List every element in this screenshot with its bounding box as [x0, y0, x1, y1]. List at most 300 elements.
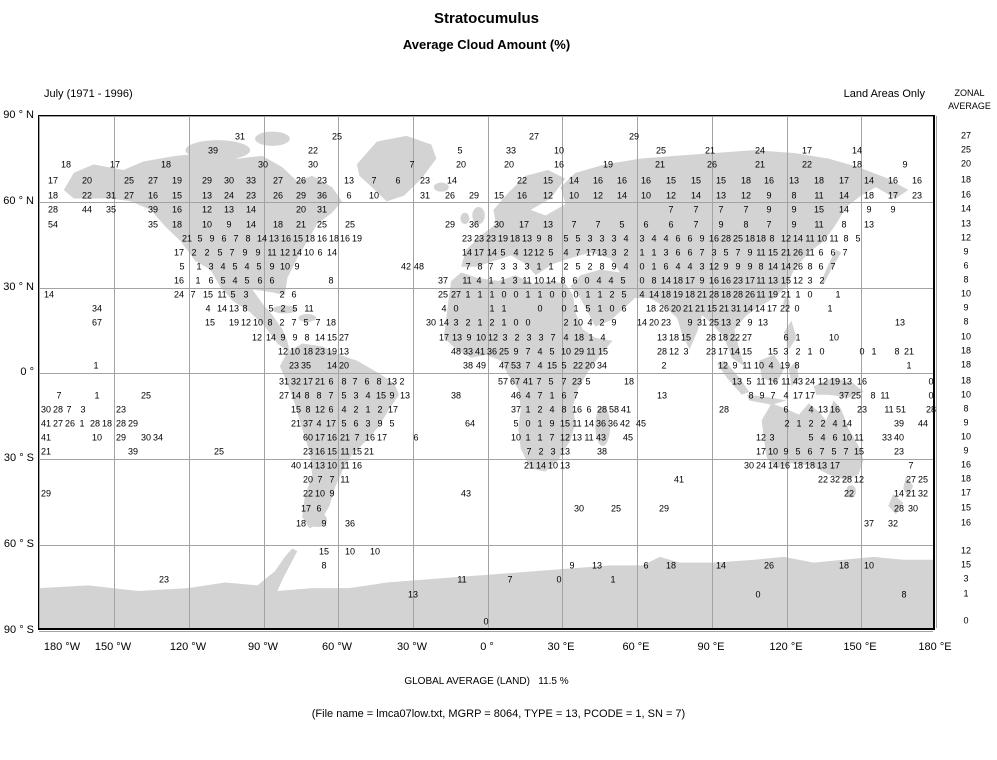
cloud-amount-value: 14 — [291, 247, 303, 258]
zonal-average-value: 10 — [960, 288, 972, 299]
cloud-amount-value: 17 — [47, 175, 59, 186]
cloud-amount-value: 2 — [563, 317, 569, 328]
cloud-amount-value: 5 — [220, 275, 226, 286]
cloud-amount-value: 11 — [781, 376, 791, 387]
cloud-amount-value: 1 — [548, 261, 554, 272]
cloud-amount-value: 43 — [460, 488, 472, 499]
cloud-amount-value: 1 — [465, 289, 471, 300]
lat-axis-label: 60 ° S — [3, 538, 34, 550]
cloud-amount-value: 14 — [838, 204, 850, 215]
cloud-amount-value: 14 — [660, 275, 672, 286]
cloud-amount-value: 6 — [269, 275, 275, 286]
cloud-amount-value: 17 — [173, 247, 185, 258]
cloud-amount-value: 8 — [769, 233, 775, 244]
grid-line-horizontal — [39, 202, 933, 203]
cloud-amount-value: 26 — [295, 175, 307, 186]
cloud-amount-value: 13 — [407, 589, 419, 600]
cloud-amount-value: 16 — [147, 190, 159, 201]
cloud-amount-value: 11 — [340, 460, 350, 471]
cloud-amount-value: 27 — [741, 332, 753, 343]
cloud-amount-value: 7 — [233, 233, 239, 244]
cloud-amount-value: 17 — [829, 460, 841, 471]
cloud-amount-value: 11 — [854, 432, 864, 443]
cloud-amount-value: 16 — [640, 175, 652, 186]
cloud-amount-value: 4 — [820, 432, 826, 443]
cloud-amount-value: 9 — [321, 518, 327, 529]
cloud-amount-value: 10 — [560, 346, 572, 357]
cloud-amount-value: 18 — [804, 460, 816, 471]
cloud-amount-value: 10 — [640, 190, 652, 201]
cloud-amount-value: 6 — [561, 390, 567, 401]
cloud-amount-value: 25 — [344, 219, 356, 230]
cloud-amount-value: 13 — [841, 376, 853, 387]
cloud-amount-value: 7 — [549, 432, 555, 443]
cloud-amount-value: 4 — [205, 303, 211, 314]
cloud-amount-value: 0 — [561, 303, 567, 314]
cloud-amount-value: 4 — [768, 360, 774, 371]
cloud-amount-value: 28 — [596, 404, 608, 415]
cloud-amount-value: 5 — [563, 233, 569, 244]
cloud-amount-value: 10 — [344, 546, 356, 557]
cloud-amount-value: 16 — [829, 404, 841, 415]
cloud-amount-value: 7 — [352, 376, 358, 387]
cloud-amount-value: 7 — [409, 159, 415, 170]
cloud-amount-value: 28 — [115, 418, 127, 429]
cloud-amount-value: 12 — [251, 332, 263, 343]
cloud-amount-value: 3 — [365, 418, 371, 429]
cloud-amount-value: 42 — [619, 418, 631, 429]
cloud-amount-value: 21 — [295, 219, 307, 230]
cloud-amount-value: 14 — [256, 233, 268, 244]
lat-axis-label: 90 ° S — [3, 624, 34, 636]
cloud-amount-value: 33 — [881, 432, 893, 443]
cloud-amount-value: 13 — [863, 219, 875, 230]
cloud-amount-value: 9 — [329, 488, 335, 499]
zonal-average-value: 13 — [960, 218, 972, 229]
cloud-amount-value: 9 — [687, 317, 693, 328]
cloud-amount-value: 4 — [587, 317, 593, 328]
cloud-amount-value: 16 — [708, 275, 720, 286]
cloud-amount-value: 3 — [538, 332, 544, 343]
cloud-amount-value: 2 — [599, 317, 605, 328]
cloud-amount-value: 14 — [568, 175, 580, 186]
cloud-amount-value: 9 — [747, 247, 753, 258]
cloud-amount-value: 12 — [201, 204, 213, 215]
cloud-amount-value: 7 — [830, 261, 836, 272]
cloud-amount-value: 26 — [792, 261, 804, 272]
cloud-amount-value: 53 — [510, 360, 522, 371]
cloud-amount-value: 1 — [573, 303, 579, 314]
cloud-amount-value: 1 — [489, 303, 495, 314]
cloud-amount-value: 30 — [907, 503, 919, 514]
cloud-amount-value: 5 — [230, 289, 236, 300]
cloud-amount-value: 38 — [450, 390, 462, 401]
cloud-amount-value: 0 — [513, 289, 519, 300]
cloud-amount-value: 5 — [746, 376, 752, 387]
lon-axis-label: 90 °E — [697, 641, 725, 653]
cloud-amount-value: 10 — [767, 446, 779, 457]
zonal-average-value: 14 — [960, 203, 972, 214]
cloud-amount-value: 0 — [561, 289, 567, 300]
cloud-amount-value: 6 — [621, 303, 627, 314]
cloud-amount-value: 7 — [699, 247, 705, 258]
cloud-amount-value: 12 — [314, 404, 326, 415]
cloud-amount-value: 14 — [216, 303, 228, 314]
cloud-amount-value: 18 — [744, 233, 756, 244]
cloud-amount-value: 6 — [413, 432, 419, 443]
cloud-amount-value: 13 — [542, 219, 554, 230]
lon-axis-label: 180 °W — [43, 641, 81, 653]
cloud-amount-value: 14 — [265, 332, 277, 343]
cloud-amount-value: 15 — [741, 346, 753, 357]
cloud-amount-value: 16 — [708, 233, 720, 244]
cloud-amount-value: 23 — [485, 233, 497, 244]
cloud-amount-value: 20 — [648, 317, 660, 328]
cloud-amount-value: 6 — [221, 233, 227, 244]
cloud-amount-value: 0 — [609, 303, 615, 314]
cloud-amount-value: 21 — [754, 159, 766, 170]
zonal-average-value: 16 — [960, 189, 972, 200]
cloud-amount-value: 9 — [611, 317, 617, 328]
cloud-amount-value: 11 — [756, 376, 766, 387]
cloud-amount-value: 5 — [549, 346, 555, 357]
cloud-amount-value: 22 — [729, 332, 741, 343]
cloud-amount-value: 13 — [314, 460, 326, 471]
cloud-amount-value: 1 — [525, 289, 531, 300]
cloud-amount-value: 34 — [91, 303, 103, 314]
cloud-amount-value: 2 — [587, 261, 593, 272]
cloud-amount-value: 20 — [455, 159, 467, 170]
cloud-amount-value: 30 — [140, 432, 152, 443]
cloud-amount-value: 0 — [453, 303, 459, 314]
cloud-amount-value: 14 — [767, 261, 779, 272]
cloud-amount-value: 6 — [316, 503, 322, 514]
cloud-amount-value: 27 — [905, 474, 917, 485]
global-average-label: GLOBAL AVERAGE (LAND) 11.5 % — [404, 676, 569, 687]
cloud-amount-value: 8 — [242, 303, 248, 314]
lat-axis-label: 60 ° N — [3, 195, 34, 207]
cloud-amount-value: 23 — [893, 446, 905, 457]
cloud-amount-value: 28 — [708, 289, 720, 300]
cloud-amount-value: 17 — [376, 432, 388, 443]
cloud-amount-value: 0 — [483, 616, 489, 627]
cloud-amount-value: 5 — [808, 432, 814, 443]
cloud-amount-value: 16 — [364, 432, 376, 443]
cloud-amount-value: 1 — [196, 261, 202, 272]
grid-line-horizontal — [39, 631, 933, 632]
cloud-amount-value: 1 — [651, 247, 657, 258]
cloud-amount-value: 4 — [476, 275, 482, 286]
cloud-amount-value: 7 — [328, 390, 334, 401]
cloud-amount-value: 23 — [660, 317, 672, 328]
cloud-amount-value: 9 — [389, 390, 395, 401]
zonal-average-value: 8 — [963, 274, 969, 285]
zonal-average-value: 3 — [963, 573, 969, 584]
cloud-amount-value: 28 — [718, 404, 730, 415]
cloud-amount-value: 1 — [639, 247, 645, 258]
cloud-amount-value: 29 — [127, 418, 139, 429]
cloud-amount-value: 29 — [201, 175, 213, 186]
cloud-amount-value: 15 — [204, 317, 216, 328]
cloud-amount-value: 6 — [687, 233, 693, 244]
cloud-amount-value: 13 — [386, 376, 398, 387]
cloud-amount-value: 16 — [763, 175, 775, 186]
cloud-amount-value: 23 — [115, 404, 127, 415]
cloud-amount-value: 8 — [870, 390, 876, 401]
cloud-amount-value: 6 — [783, 332, 789, 343]
grid-line-vertical — [338, 116, 339, 628]
cloud-amount-value: 26 — [64, 418, 76, 429]
cloud-amount-value: 18 — [755, 233, 767, 244]
cloud-amount-value: 3 — [353, 390, 359, 401]
cloud-amount-value: 17 — [585, 247, 597, 258]
cloud-amount-value: 7 — [536, 376, 542, 387]
cloud-amount-value: 14 — [780, 261, 792, 272]
cloud-amount-value: 24 — [804, 376, 816, 387]
cloud-amount-value: 13 — [343, 175, 355, 186]
cloud-amount-value: 17 — [314, 432, 326, 443]
cloud-amount-value: 9 — [747, 261, 753, 272]
cloud-amount-value: 18 — [623, 376, 635, 387]
cloud-amount-value: 28 — [52, 404, 64, 415]
cloud-amount-value: 4 — [651, 233, 657, 244]
cloud-amount-value: 5 — [620, 275, 626, 286]
cloud-amount-value: 7 — [190, 289, 196, 300]
cloud-amount-value: 48 — [413, 261, 425, 272]
cloud-amount-value: 11 — [340, 446, 350, 457]
cloud-amount-value: 23 — [911, 190, 923, 201]
cloud-amount-value: 41 — [620, 404, 632, 415]
cloud-amount-value: 41 — [474, 346, 486, 357]
cloud-amount-value: 5 — [561, 360, 567, 371]
zonal-average-value: 27 — [960, 130, 972, 141]
cloud-amount-value: 18 — [272, 219, 284, 230]
cloud-amount-value: 3 — [512, 275, 518, 286]
grid-line-vertical — [712, 116, 713, 628]
cloud-amount-value: 14 — [326, 247, 338, 258]
cloud-amount-value: 10 — [568, 190, 580, 201]
zonal-average-value: 12 — [960, 232, 972, 243]
zonal-header-line2: AVERAGE — [948, 101, 991, 111]
cloud-amount-value: 9 — [226, 219, 232, 230]
lon-axis-label: 0 ° — [480, 641, 494, 653]
cloud-amount-value: 9 — [732, 360, 738, 371]
cloud-amount-value: 7 — [571, 219, 577, 230]
cloud-amount-value: 5 — [217, 247, 223, 258]
cloud-amount-value: 8 — [599, 261, 605, 272]
cloud-amount-value: 7 — [668, 204, 674, 215]
cloud-amount-value: 3 — [639, 233, 645, 244]
cloud-amount-value: 0 — [928, 376, 934, 387]
cloud-amount-value: 18 — [325, 317, 337, 328]
cloud-amount-value: 13 — [223, 204, 235, 215]
cloud-amount-value: 17 — [473, 247, 485, 258]
cloud-amount-value: 43 — [595, 432, 607, 443]
cloud-amount-value: 26 — [706, 159, 718, 170]
grid-line-horizontal — [39, 116, 933, 117]
cloud-amount-value: 11 — [340, 474, 350, 485]
cloud-amount-value: 28 — [89, 418, 101, 429]
cloud-amount-value: 5 — [179, 261, 185, 272]
cloud-amount-value: 5 — [548, 247, 554, 258]
cloud-amount-value: 28 — [656, 346, 668, 357]
cloud-amount-value: 6 — [572, 275, 578, 286]
cloud-amount-value: 14 — [326, 360, 338, 371]
cloud-amount-value: 32 — [829, 474, 841, 485]
cloud-amount-value: 40 — [893, 432, 905, 443]
cloud-amount-value: 18 — [720, 289, 732, 300]
cloud-amount-value: 23 — [419, 175, 431, 186]
cloud-amount-value: 10 — [303, 247, 315, 258]
cloud-amount-value: 16 — [571, 404, 583, 415]
cloud-amount-value: 64 — [464, 418, 476, 429]
cloud-amount-value: 11 — [267, 247, 277, 258]
cloud-amount-value: 29 — [444, 219, 456, 230]
cloud-amount-value: 22 — [572, 360, 584, 371]
cloud-amount-value: 23 — [316, 175, 328, 186]
cloud-amount-value: 6 — [328, 376, 334, 387]
cloud-amount-value: 8 — [316, 390, 322, 401]
cloud-amount-value: 0 — [584, 275, 590, 286]
cloud-amount-value: 6 — [830, 247, 836, 258]
cloud-amount-value: 12 — [853, 474, 865, 485]
cloud-amount-value: 15 — [290, 404, 302, 415]
zonal-average-value: 9 — [963, 302, 969, 313]
lon-axis-label: 30 °E — [547, 641, 575, 653]
cloud-amount-value: 7 — [371, 175, 377, 186]
cloud-amount-value: 11 — [217, 289, 227, 300]
cloud-amount-value: 16 — [592, 175, 604, 186]
cloud-amount-value: 5 — [341, 418, 347, 429]
cloud-amount-value: 3 — [807, 275, 813, 286]
cloud-amount-value: 6 — [586, 404, 592, 415]
cloud-amount-value: 10 — [510, 432, 522, 443]
cloud-amount-value: 3 — [453, 317, 459, 328]
cloud-amount-value: 8 — [341, 376, 347, 387]
cloud-amount-value: 3 — [769, 432, 775, 443]
cloud-amount-value: 17 — [387, 404, 399, 415]
cloud-amount-value: 12 — [740, 190, 752, 201]
cloud-amount-value: 3 — [208, 261, 214, 272]
lon-axis-label: 120 °E — [769, 641, 803, 653]
cloud-amount-value: 18 — [851, 159, 863, 170]
cloud-amount-value: 1 — [365, 404, 371, 415]
cloud-amount-value: 16 — [553, 159, 565, 170]
cloud-amount-value: 3 — [663, 247, 669, 258]
cloud-amount-value: 13 — [596, 247, 608, 258]
cloud-amount-value: 13 — [521, 233, 533, 244]
cloud-amount-value: 9 — [735, 261, 741, 272]
cloud-amount-value: 22 — [801, 159, 813, 170]
cloud-amount-value: 39 — [893, 418, 905, 429]
cloud-amount-value: 14 — [863, 175, 875, 186]
cloud-amount-value: 1 — [906, 360, 912, 371]
cloud-amount-value: 27 — [278, 390, 290, 401]
cloud-amount-value: 21 — [718, 303, 730, 314]
cloud-amount-value: 7 — [526, 446, 532, 457]
cloud-amount-value: 1 — [795, 332, 801, 343]
cloud-amount-value: 17 — [766, 303, 778, 314]
cloud-amount-value: 3 — [783, 346, 789, 357]
cloud-amount-value: 7 — [843, 446, 849, 457]
cloud-amount-value: 37 — [838, 390, 850, 401]
cloud-amount-value: 16 — [911, 175, 923, 186]
cloud-amount-value: 27 — [528, 131, 540, 142]
cloud-amount-value: 2 — [609, 289, 615, 300]
cloud-amount-value: 30 — [493, 219, 505, 230]
cloud-amount-value: 45 — [622, 432, 634, 443]
cloud-amount-value: 5 — [232, 261, 238, 272]
cloud-amount-value: 14 — [715, 560, 727, 571]
cloud-amount-value: 15 — [375, 390, 387, 401]
cloud-amount-value: 9 — [766, 190, 772, 201]
cloud-amount-value: 1 — [489, 289, 495, 300]
cloud-amount-value: 7 — [56, 390, 62, 401]
cloud-amount-value: 6 — [818, 247, 824, 258]
cloud-amount-value: 4 — [596, 275, 602, 286]
cloud-amount-value: 2 — [795, 346, 801, 357]
cloud-amount-value: 22 — [516, 175, 528, 186]
cloud-amount-value: 2 — [563, 261, 569, 272]
cloud-amount-value: 37 — [510, 404, 522, 415]
cloud-amount-value: 49 — [475, 360, 487, 371]
cloud-amount-value: 14 — [245, 219, 257, 230]
cloud-amount-value: 39 — [127, 446, 139, 457]
cloud-amount-value: 30 — [40, 404, 52, 415]
cloud-amount-value: 21 — [704, 145, 716, 156]
cloud-amount-value: 1 — [477, 317, 483, 328]
page-title: Stratocumulus — [433, 10, 539, 27]
cloud-amount-value: 10 — [572, 317, 584, 328]
lon-axis-label: 120 °W — [169, 641, 207, 653]
cloud-amount-value: 30 — [223, 175, 235, 186]
cloud-amount-value: 2 — [784, 418, 790, 429]
zonal-average-value: 9 — [963, 417, 969, 428]
grid-line-vertical — [637, 116, 638, 628]
cloud-amount-value: 24 — [754, 145, 766, 156]
cloud-amount-value: 17 — [300, 503, 312, 514]
zonal-average-value: 8 — [963, 403, 969, 414]
cloud-amount-value: 11 — [884, 404, 894, 415]
cloud-amount-value: 12 — [665, 190, 677, 201]
cloud-amount-value: 19 — [829, 376, 841, 387]
map-area — [38, 115, 935, 630]
cloud-amount-value: 14 — [616, 190, 628, 201]
cloud-amount-value: 7 — [315, 317, 321, 328]
cloud-amount-value: 25 — [316, 219, 328, 230]
cloud-amount-value: 14 — [767, 460, 779, 471]
cloud-amount-value: 8 — [841, 219, 847, 230]
cloud-amount-value: 31 — [730, 303, 742, 314]
cloud-amount-value: 18 — [101, 418, 113, 429]
cloud-amount-value: 4 — [365, 390, 371, 401]
cloud-amount-value: 3 — [611, 247, 617, 258]
cloud-amount-value: 1 — [597, 289, 603, 300]
cloud-amount-value: 14 — [838, 190, 850, 201]
cloud-amount-value: 21 — [523, 460, 535, 471]
cloud-amount-value: 8 — [304, 332, 310, 343]
cloud-amount-value: 0 — [537, 303, 543, 314]
lon-axis-label: 180 °E — [918, 641, 952, 653]
cloud-amount-value: 26 — [744, 289, 756, 300]
cloud-amount-value: 32 — [290, 376, 302, 387]
cloud-amount-value: 9 — [723, 261, 729, 272]
cloud-amount-value: 7 — [317, 474, 323, 485]
cloud-amount-value: 31 — [278, 376, 290, 387]
cloud-amount-value: 23 — [473, 233, 485, 244]
cloud-amount-value: 12 — [755, 432, 767, 443]
cloud-amount-value: 14 — [729, 346, 741, 357]
